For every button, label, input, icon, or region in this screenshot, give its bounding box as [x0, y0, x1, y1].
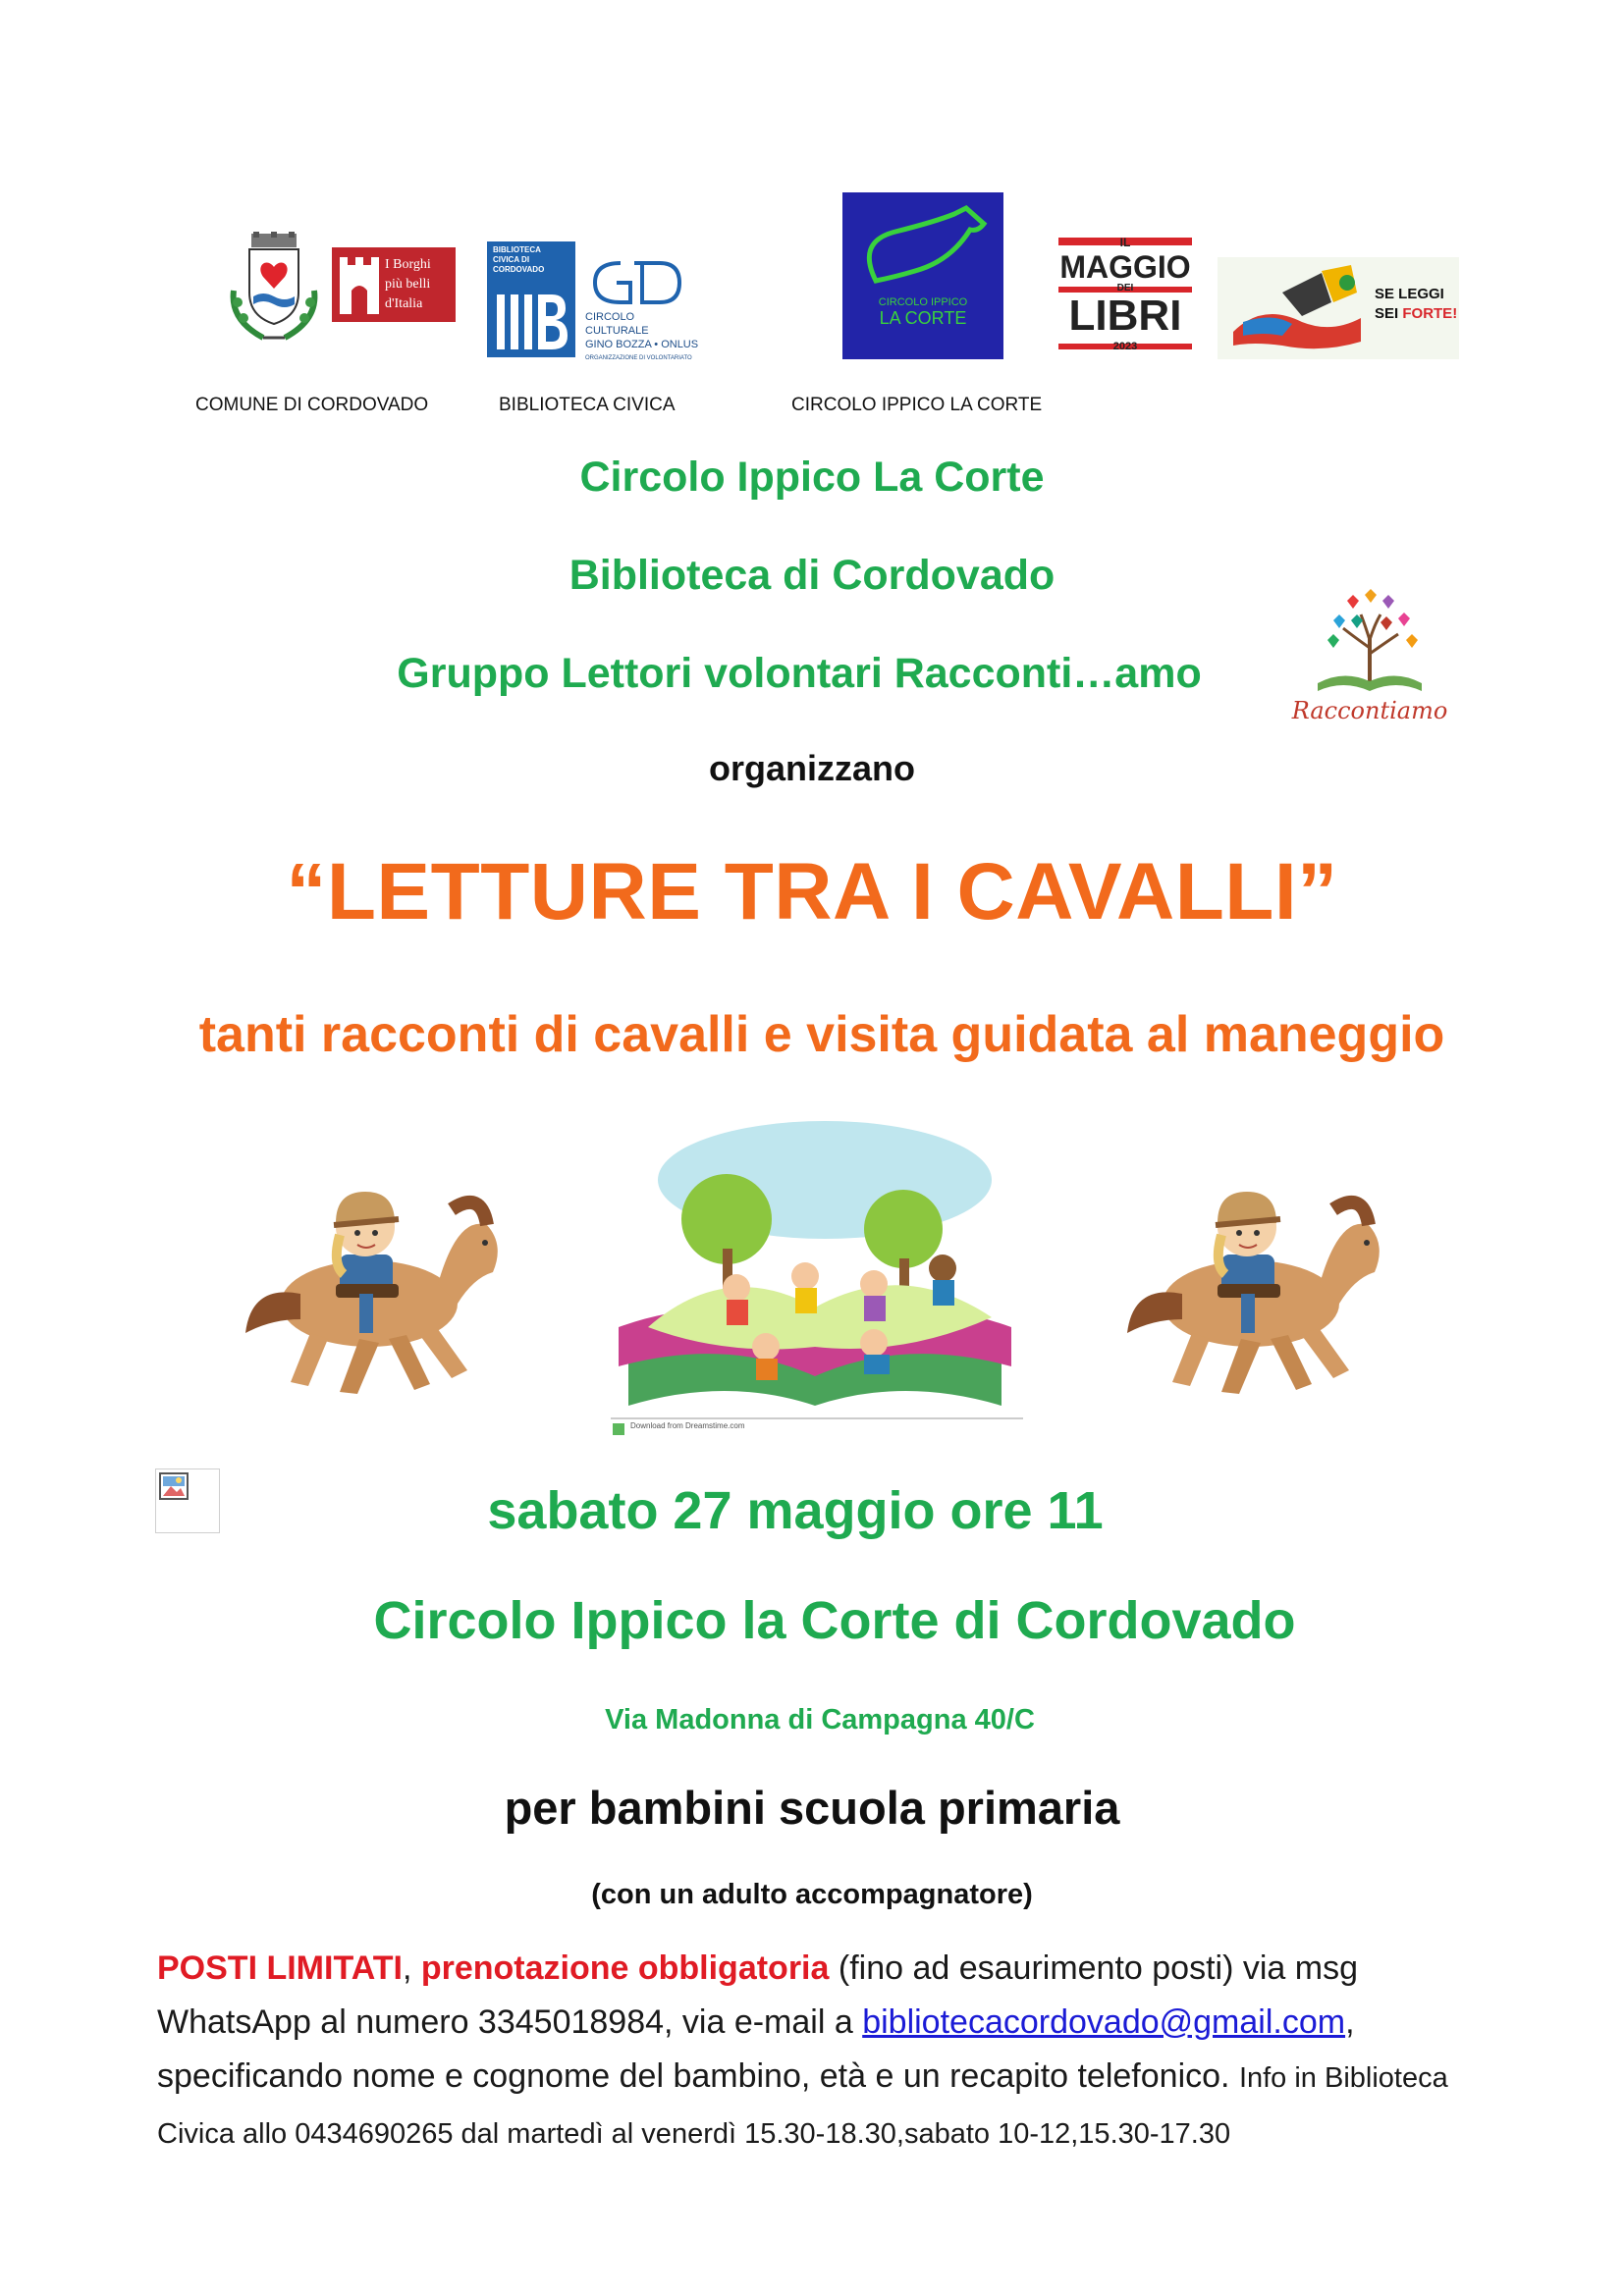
gino-bozza-text-1: CIRCOLO CULTURALE: [585, 311, 649, 337]
la-corte-text-2: LA CORTE: [879, 308, 967, 328]
se-leggi-text: SE LEGGI: [1375, 286, 1444, 302]
borghi-text-3: d'Italia: [385, 296, 423, 311]
biblioteca-badge-1: BIBLIOTECA: [493, 245, 541, 254]
comune-crest-logo: [224, 232, 324, 347]
event-subtitle: tanti racconti di cavalli e visita guidata al maneggio: [198, 1006, 1445, 1063]
gino-bozza-text-3: ORGANIZZAZIONE DI VOLONTARIATO: [585, 355, 692, 361]
info-comma: ,: [402, 1949, 421, 1987]
adult-note: (con un adulto accompagnatore): [591, 1879, 1033, 1910]
caption-biblioteca: BIBLIOTECA CIVICA: [499, 395, 676, 415]
info-text-1: (fino ad esaurimento posti) via msg WhatsApp al numero 3345018984, via e-mail a: [157, 1949, 1358, 2041]
event-title: “LETTURE TRA I CAVALLI”: [286, 847, 1338, 936]
maggio-dei-libri-logo: [1058, 236, 1192, 359]
biblioteca-civica-logo: [487, 241, 575, 357]
gino-bozza-text-2: GINO BOZZA • ONLUS: [585, 339, 699, 350]
posti-limitati-text: POSTI LIMITATI: [157, 1949, 403, 1987]
maggio-libri: LIBRI: [1068, 292, 1182, 340]
info-text-2: , specificando nome e cognome del bambino, età e un recapito telefonico.: [157, 2003, 1355, 2095]
biblioteca-badge-3: CORDOVADO: [493, 265, 545, 274]
borghi-text-1: I Borghi: [385, 257, 431, 272]
la-corte-logo: [842, 192, 1003, 359]
event-date: sabato 27 maggio ore 11: [487, 1481, 1104, 1540]
image-credit: Download from Dreamstime.com: [630, 1421, 745, 1430]
event-address: Via Madonna di Campagna 40/C: [605, 1704, 1035, 1735]
maggio-year: 2023: [1112, 341, 1138, 352]
raccontiamo-logo-text: Raccontiamo: [1291, 697, 1448, 724]
event-audience: per bambini scuola primaria: [504, 1782, 1120, 1834]
prenotazione-obbligatoria-text: prenotazione obbligatoria: [420, 1949, 830, 1987]
event-venue: Circolo Ippico la Corte di Cordovado: [373, 1591, 1296, 1650]
biblioteca-badge-2: CIVICA DI: [493, 255, 530, 264]
la-corte-text-1: CIRCOLO IPPICO: [878, 296, 968, 308]
sei-text: SEI: [1375, 305, 1403, 322]
maggio-il: IL: [1119, 236, 1131, 249]
organizer-biblioteca: Biblioteca di Cordovado: [568, 552, 1056, 599]
booking-info-paragraph: [157, 1942, 1473, 2162]
se-leggi-sei-forte-logo: [1218, 257, 1459, 359]
caption-circolo: CIRCOLO IPPICO LA CORTE: [791, 395, 1043, 415]
borghi-belli-logo: [332, 247, 456, 322]
raccontiamo-logo: [1288, 589, 1451, 738]
organizer-gruppo-lettori: Gruppo Lettori volontari Racconti…amo: [397, 650, 1202, 697]
info-small-text: Info in Biblioteca Civica allo 0434690265 dal martedì al venerdì 15.30-18.30,sabato 10-12,15.30-17.30: [157, 2062, 1448, 2150]
maggio-word: MAGGIO: [1059, 249, 1191, 285]
forte-text: FORTE!: [1402, 305, 1458, 322]
horse-rider-illustration-left: [242, 1147, 505, 1398]
horse-rider-illustration-right: [1123, 1147, 1386, 1398]
organizer-circolo: Circolo Ippico La Corte: [579, 454, 1045, 501]
email-link[interactable]: bibliotecacordovado@gmail.com: [862, 2003, 1346, 2041]
gino-bozza-logo: [585, 255, 699, 361]
borghi-text-2: più belli: [385, 277, 431, 292]
maggio-dei: DEI: [1116, 283, 1134, 294]
caption-comune: COMUNE DI CORDOVADO: [195, 395, 429, 415]
children-reading-book-illustration: [609, 1111, 1027, 1445]
organizzano-text: organizzano: [708, 748, 915, 788]
